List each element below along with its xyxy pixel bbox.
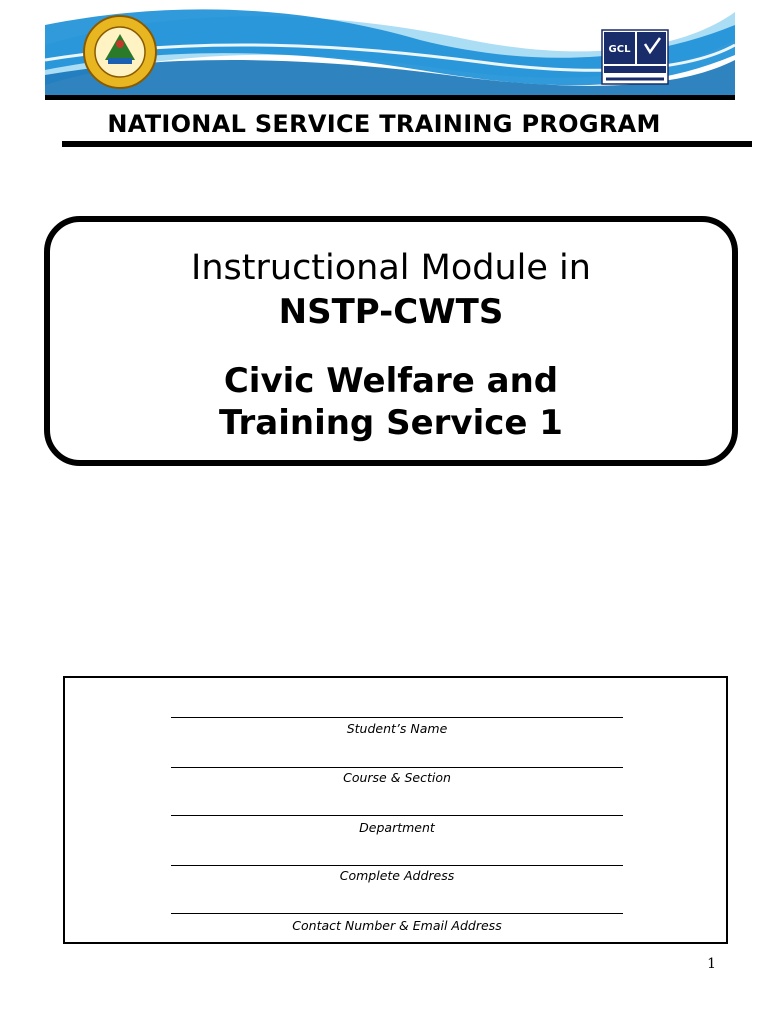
iso-certification-badge-icon — [602, 30, 668, 84]
student-name-label: Student’s Name — [346, 721, 448, 736]
course-title — [50, 360, 732, 444]
module-intro-text: Instructional Module in — [191, 248, 591, 288]
course-title-line-2: Training Service 1 — [219, 403, 563, 443]
complete-address-label: Complete Address — [339, 868, 455, 883]
course-section-line[interactable] — [171, 767, 623, 768]
university-seal-icon — [84, 16, 156, 88]
student-info-box — [63, 676, 728, 944]
student-name-line[interactable] — [171, 717, 623, 718]
module-title-box — [44, 216, 738, 466]
department-line[interactable] — [171, 815, 623, 816]
course-title-line-1: Civic Welfare and — [223, 361, 559, 401]
complete-address-line[interactable] — [171, 865, 623, 866]
svg-text:GCL: GCL — [608, 44, 631, 55]
course-section-label: Course & Section — [343, 770, 451, 785]
contact-email-label: Contact Number & Email Address — [292, 918, 502, 933]
header-banner — [0, 0, 768, 110]
page-number: 1 — [707, 956, 716, 972]
course-code: NSTP-CWTS — [278, 292, 504, 332]
title-underline — [62, 141, 752, 147]
banner-rule — [45, 95, 735, 100]
program-title: NATIONAL SERVICE TRAINING PROGRAM — [107, 110, 661, 138]
department-label: Department — [359, 820, 435, 835]
contact-email-line[interactable] — [171, 913, 623, 914]
